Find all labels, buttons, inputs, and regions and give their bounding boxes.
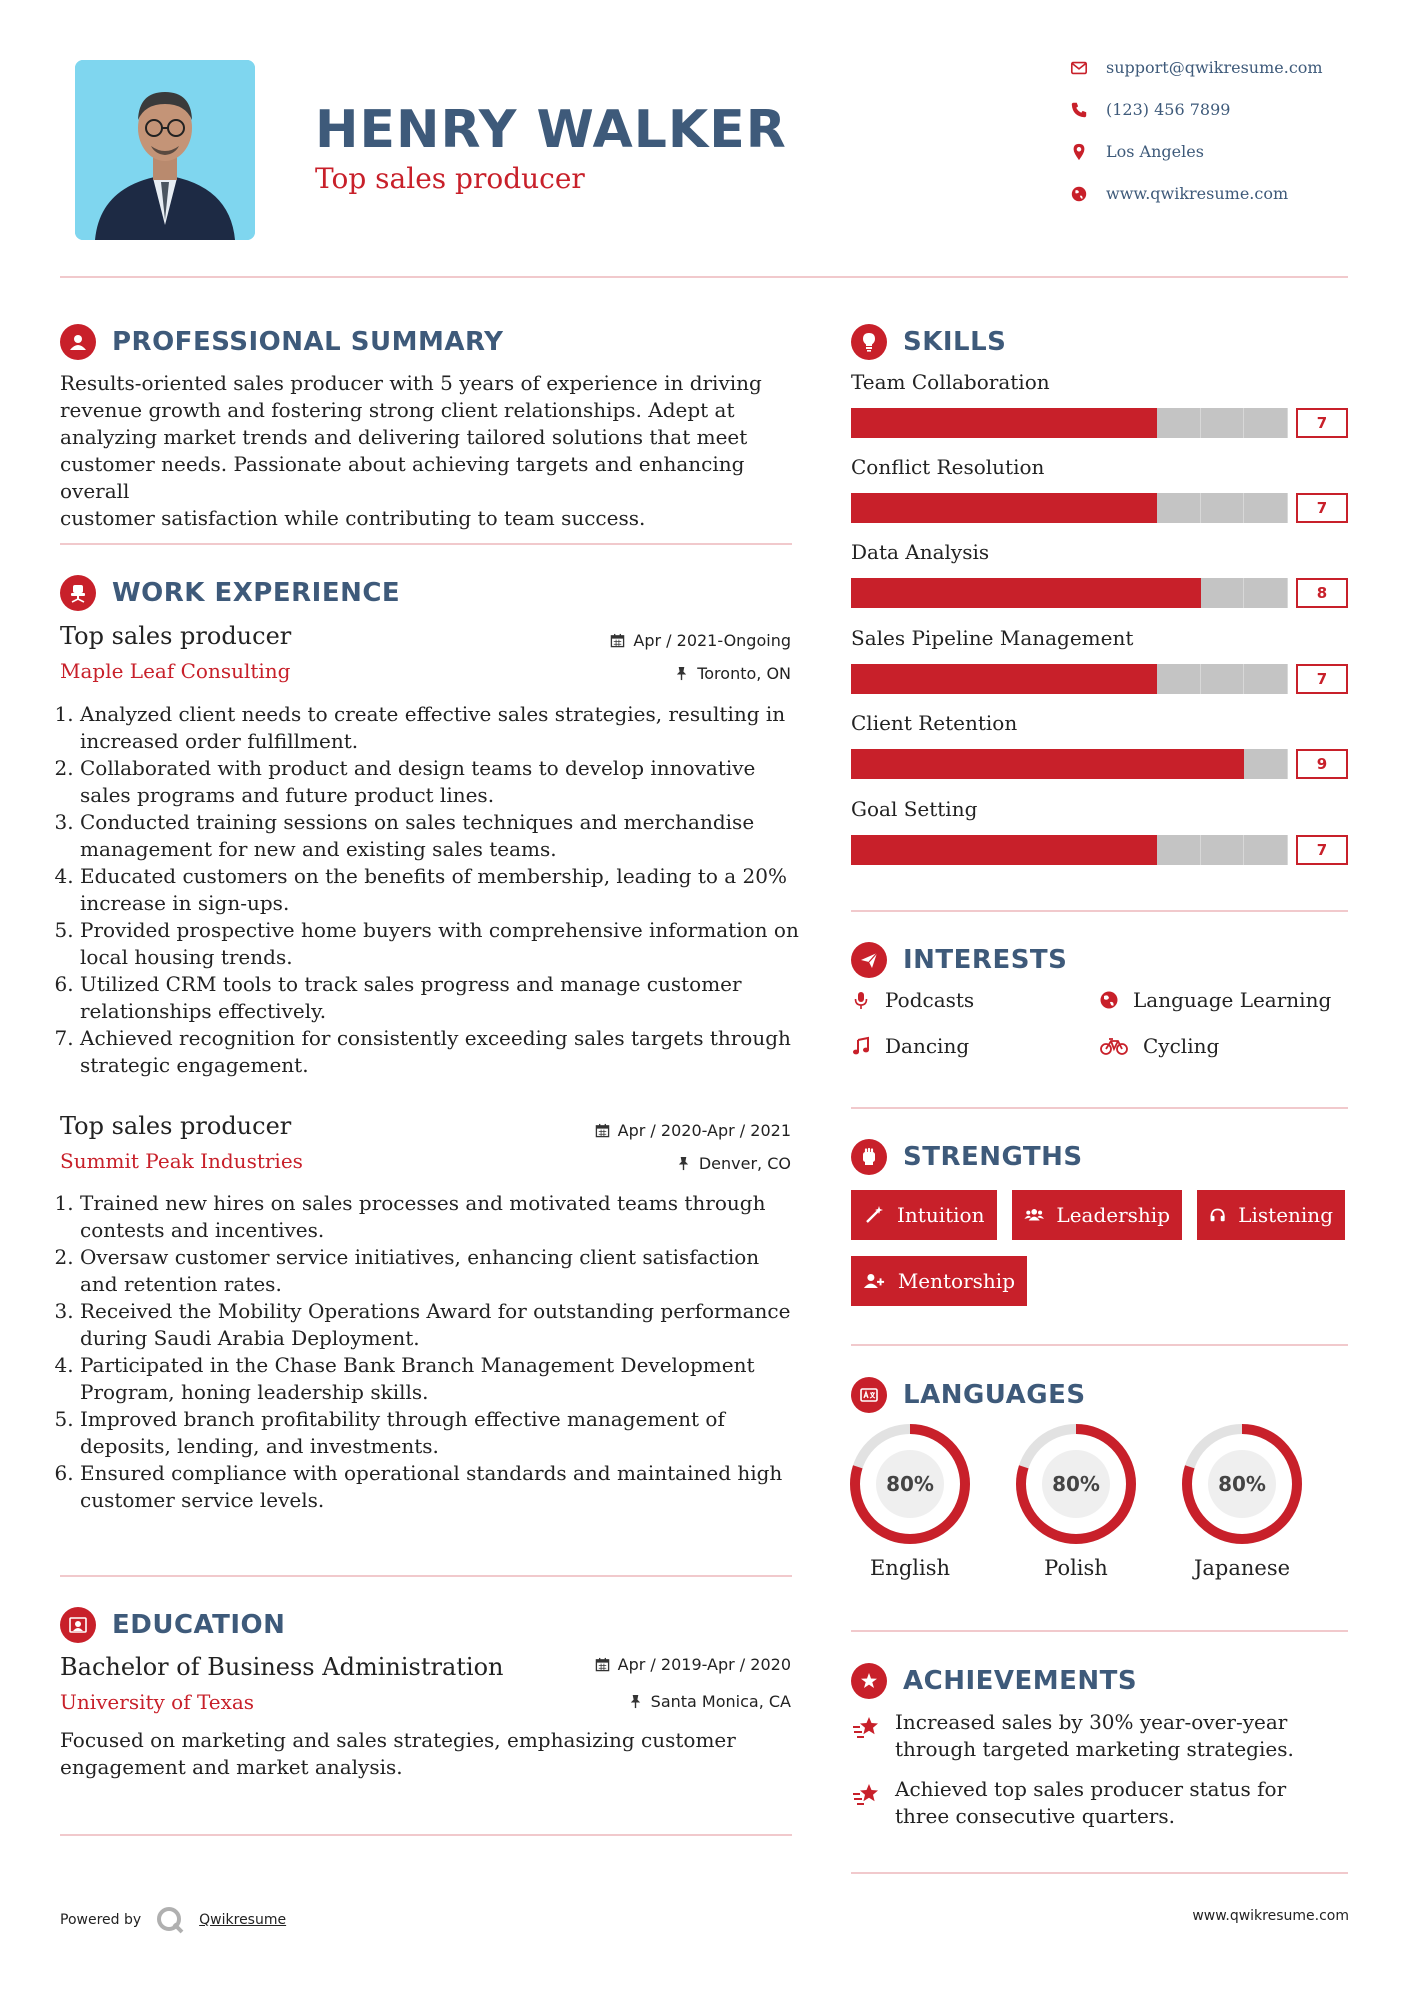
pin-icon: [628, 1694, 643, 1709]
strengths-heading: STRENGTHS: [851, 1139, 1083, 1175]
language-name: Japanese: [1193, 1556, 1291, 1580]
skill-name: Team Collaboration: [851, 370, 1050, 394]
language-percent: 80%: [1218, 1472, 1266, 1496]
skill-level: 8: [1296, 578, 1348, 608]
microphone-icon: [851, 990, 871, 1010]
languages-divider: [851, 1630, 1348, 1632]
education-location: Santa Monica, CA: [628, 1692, 791, 1711]
list-item: 5. Provided prospective home buyers with comprehensive information on local housing trends.: [80, 917, 800, 971]
achievements-divider: [851, 1872, 1348, 1874]
header-divider: [60, 276, 1348, 278]
skill-name: Goal Setting: [851, 797, 978, 821]
skill-bar-fill: [851, 835, 1157, 865]
list-item: 3. Received the Mobility Operations Award for outstanding performance during Saudi Arabia Deployment.: [80, 1298, 800, 1352]
education-divider: [60, 1834, 792, 1836]
skill-bar: [851, 578, 1348, 608]
education-date: Apr / 2019-Apr / 2020: [595, 1655, 791, 1674]
footer-website[interactable]: www.qwikresume.com: [1192, 1908, 1349, 1924]
pin-icon: [676, 1156, 691, 1171]
language-ring: [1180, 1422, 1304, 1546]
list-item: 6. Utilized CRM tools to track sales progress and manage customer relationships effectively.: [80, 971, 800, 1025]
skill-bar: [851, 835, 1348, 865]
interest-podcasts: Podcasts: [851, 988, 974, 1012]
star-badge-icon: [851, 1663, 887, 1699]
contact-phone-text: (123) 456 7899: [1106, 100, 1231, 119]
education-heading: EDUCATION: [60, 1607, 285, 1643]
headphones-icon: [1209, 1204, 1226, 1226]
list-item: 4. Educated customers on the benefits of membership, leading to a 20% increase in sign-ups.: [80, 863, 800, 917]
calendar-icon: [610, 633, 625, 648]
language-percent: 80%: [1052, 1472, 1100, 1496]
achievements-heading: ACHIEVEMENTS: [851, 1663, 1137, 1699]
summary-heading: PROFESSIONAL SUMMARY: [60, 324, 503, 360]
contact-website-text: www.qwikresume.com: [1106, 184, 1289, 203]
job-1-location: Toronto, ON: [674, 664, 791, 683]
skills-divider: [851, 910, 1348, 912]
phone-icon: [1070, 101, 1088, 119]
skill-name: Data Analysis: [851, 540, 990, 564]
strength-listening: Listening: [1197, 1190, 1345, 1240]
list-item: 1. Analyzed client needs to create effective sales strategies, resulting in increased order fulfillment.: [80, 701, 800, 755]
job-2-title: Top sales producer: [60, 1112, 292, 1140]
qwikresume-logo-icon: [155, 1905, 185, 1935]
list-item: 4. Participated in the Chase Bank Branch Management Development Program, honing leadership skills.: [80, 1352, 800, 1406]
contact-email[interactable]: [1070, 58, 1323, 77]
profile-photo: [75, 60, 255, 240]
skill-bar-fill: [851, 749, 1244, 779]
skill-bar: [851, 749, 1348, 779]
job-2-company: Summit Peak Industries: [60, 1149, 303, 1173]
interests-divider: [851, 1107, 1348, 1109]
qwikresume-link[interactable]: Qwikresume: [199, 1912, 287, 1928]
language-name: Polish: [1044, 1556, 1108, 1580]
achievement-item: Achieved top sales producer status for three consecutive quarters.: [851, 1776, 1341, 1830]
skill-level: 9: [1296, 749, 1348, 779]
contact-location: [1070, 142, 1204, 161]
contact-location-text: Los Angeles: [1106, 142, 1204, 161]
language-ring: [848, 1422, 972, 1546]
office-chair-icon: [60, 575, 96, 611]
interest-language-learning: Language Learning: [1099, 988, 1331, 1012]
avatar-icon: [75, 60, 255, 240]
skill-bar-fill: [851, 578, 1201, 608]
language-name: English: [869, 1556, 951, 1580]
list-item: 1. Trained new hires on sales processes and motivated teams through contests and incentives.: [80, 1190, 800, 1244]
bicycle-icon: [1099, 1036, 1129, 1056]
job-2-location: Denver, CO: [676, 1154, 791, 1173]
skill-bar: [851, 664, 1348, 694]
skill-bar-fill: [851, 493, 1157, 523]
skill-name: Client Retention: [851, 711, 1018, 735]
shooting-star-icon: [851, 1713, 881, 1743]
calendar-icon: [595, 1657, 610, 1672]
fist-icon: [851, 1139, 887, 1175]
contact-email-text: support@qwikresume.com: [1106, 58, 1323, 77]
shooting-star-icon: [851, 1780, 881, 1810]
list-item: 7. Achieved recognition for consistently exceeding sales targets through strategic engagement.: [80, 1025, 800, 1079]
skill-name: Conflict Resolution: [851, 455, 1045, 479]
candidate-name: HENRY WALKER: [315, 100, 787, 160]
experience-divider: [60, 1575, 792, 1577]
user-plus-icon: [863, 1270, 886, 1292]
globe-icon: [1099, 990, 1119, 1010]
education-school: University of Texas: [60, 1690, 255, 1714]
language-percent: 80%: [886, 1472, 934, 1496]
list-item: 2. Collaborated with product and design teams to develop innovative sales programs and future product lines.: [80, 755, 800, 809]
skill-level: 7: [1296, 835, 1348, 865]
job-2-date: Apr / 2020-Apr / 2021: [595, 1121, 791, 1140]
summary-divider: [60, 543, 792, 545]
experience-heading: WORK EXPERIENCE: [60, 575, 400, 611]
contact-website[interactable]: [1070, 184, 1288, 203]
education-degree: Bachelor of Business Administration: [60, 1653, 504, 1681]
list-item: 5. Improved branch profitability through effective management of deposits, lending, and investments.: [80, 1406, 800, 1460]
skill-bar-fill: [851, 664, 1157, 694]
education-description: Focused on marketing and sales strategies, emphasizing customer engagement and market analysis.: [60, 1728, 736, 1779]
strength-leadership: Leadership: [1012, 1190, 1182, 1240]
skill-bar: [851, 408, 1348, 438]
job-1-date: Apr / 2021-Ongoing: [610, 631, 791, 650]
skill-name: Sales Pipeline Management: [851, 626, 1134, 650]
job-1-company: Maple Leaf Consulting: [60, 659, 291, 683]
contact-phone[interactable]: [1070, 100, 1230, 119]
strengths-divider: [851, 1344, 1348, 1346]
skill-bar: [851, 493, 1348, 523]
interest-dancing: Dancing: [851, 1034, 969, 1058]
skills-heading: SKILLS: [851, 324, 1006, 360]
map-pin-icon: [1070, 143, 1088, 161]
skill-bar-fill: [851, 408, 1157, 438]
magic-wand-icon: [863, 1204, 885, 1226]
lightbulb-icon: [851, 324, 887, 360]
job-2-responsibilities: [60, 1190, 800, 1514]
achievement-item: Increased sales by 30% year-over-year through targeted marketing strategies.: [851, 1709, 1341, 1763]
list-item: 6. Ensured compliance with operational standards and maintained high customer service levels.: [80, 1460, 800, 1514]
graduate-icon: [60, 1607, 96, 1643]
interests-heading: INTERESTS: [851, 942, 1067, 978]
strength-mentorship: Mentorship: [851, 1256, 1027, 1306]
footer-powered-by: Powered by Qwikresume: [60, 1905, 286, 1935]
interest-cycling: Cycling: [1099, 1034, 1219, 1058]
music-note-icon: [851, 1036, 871, 1056]
job-1-responsibilities: [60, 701, 800, 1079]
list-item: 3. Conducted training sessions on sales techniques and merchandise management for new and existing sales teams.: [80, 809, 800, 863]
skill-level: 7: [1296, 664, 1348, 694]
globe-icon: [1070, 185, 1088, 203]
skill-level: 7: [1296, 493, 1348, 523]
users-icon: [1024, 1204, 1044, 1226]
candidate-title: Top sales producer: [315, 162, 585, 195]
strength-intuition: Intuition: [851, 1190, 997, 1240]
languages-heading: LANGUAGES: [851, 1377, 1086, 1413]
skill-level: 7: [1296, 408, 1348, 438]
paper-plane-icon: [851, 942, 887, 978]
pin-icon: [674, 666, 689, 681]
list-item: 2. Oversaw customer service initiatives, enhancing client satisfaction and retention rates.: [80, 1244, 800, 1298]
summary-text: Results-oriented sales producer with 5 years of experience in driving revenue growth and fostering strong client relationships. Adept at analyzing market trends and delivering tailored solutions that meet customer needs. Passionate about achieving targets and enhancing overall customer satisfaction while contributing to team success.: [60, 371, 762, 530]
user-circle-icon: [60, 324, 96, 360]
envelope-icon: [1070, 59, 1088, 77]
language-ring: [1014, 1422, 1138, 1546]
translate-icon: [851, 1377, 887, 1413]
job-1-title: Top sales producer: [60, 622, 292, 650]
calendar-icon: [595, 1123, 610, 1138]
